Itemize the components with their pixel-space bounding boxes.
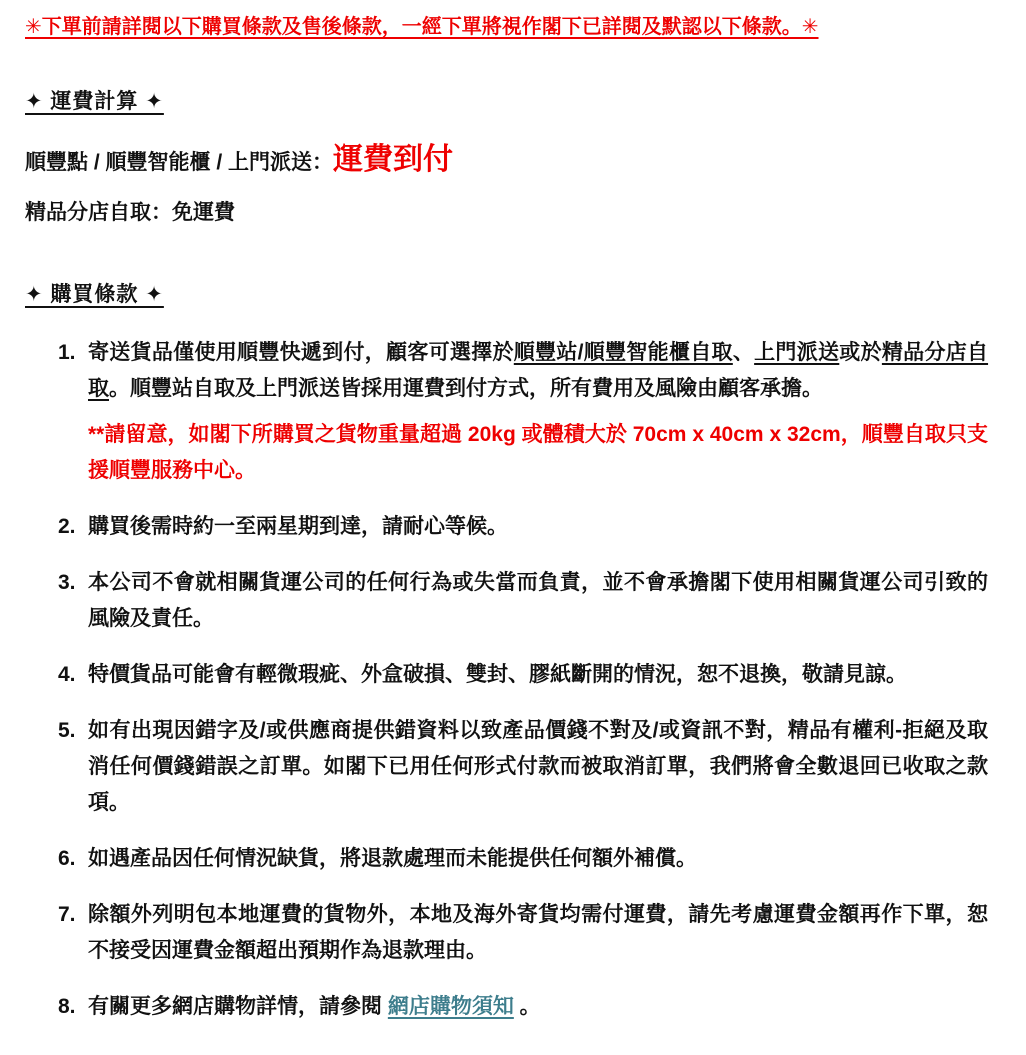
delivery-methods-label: 順豐點 / 順豐智能櫃 / 上門派送： [25, 151, 334, 174]
term-text [88, 509, 988, 545]
term-segment: 上門派送 [754, 341, 840, 364]
term-number: 5. [58, 719, 76, 742]
term-segment: 特價貨品可能會有輕微瑕疵、外盒破損、雙封、膠紙斷開的情況，恕不退換，敬請見諒。 [88, 663, 907, 686]
term-segment: 、 [732, 341, 755, 364]
term-content [88, 713, 988, 821]
term-segment: 如遇產品因任何情況缺貨，將退款處理而未能提供任何額外補償。 [88, 847, 697, 870]
term-segment: 或於 [839, 341, 882, 364]
term-content [88, 657, 988, 693]
term-item [58, 565, 988, 637]
term-number: 7. [58, 903, 76, 926]
term-text [88, 897, 988, 969]
term-item [58, 335, 988, 489]
purchase-terms-heading [25, 281, 988, 309]
term-content [88, 989, 988, 1025]
term-item [58, 841, 988, 877]
term-segment: 除額外列明包本地運費的貨物外，本地及海外寄貨均需付運費，請先考慮運費金額再作下單，恕不接受因運費金額超出預期作為退款理由。 [88, 903, 988, 962]
store-pickup-line: 精品分店自取：免運費 [25, 201, 235, 224]
delivery-fee-line [25, 140, 988, 183]
shipping-heading-text: ✦ 運費計算 ✦ [25, 90, 164, 113]
term-segment: 有關更多網店購物詳情，請參閱 [88, 995, 388, 1018]
term-segment: 。 [513, 995, 541, 1018]
store-shopping-guide-link[interactable]: 網店購物須知 [387, 995, 514, 1018]
term-text [88, 989, 988, 1025]
terms-heading-text: ✦ 購買條款 ✦ [25, 283, 164, 306]
term-text [88, 841, 988, 877]
shipping-section-heading [25, 88, 988, 116]
term-segment: 購買後需時約一至兩星期到達，請耐心等候。 [88, 515, 508, 538]
term-text [88, 657, 988, 693]
term-text [88, 565, 988, 637]
term-content [88, 841, 988, 877]
term-segment: 順豐站/順豐智能櫃自取 [513, 341, 733, 364]
term-segment: 寄送貨品僅使用順豐快遞到付，顧客可選擇於 [88, 341, 514, 364]
term-segment: 本公司不會就相關貨運公司的任何行為或失當而負責，並不會承擔閣下使用相關貨運公司引致的風險及責任。 [88, 571, 988, 630]
term-segment: 。順豐站自取及上門派送皆採用運費到付方式，所有費用及風險由顧客承擔。 [109, 377, 823, 400]
pre-order-notice: ✳下單前請詳閱以下購買條款及售後條款，一經下單將視作閣下已詳閱及默認以下條款。✳ [25, 16, 819, 38]
term-number: 4. [58, 663, 76, 686]
term-number: 3. [58, 571, 76, 594]
freight-collect-value: 運費到付 [333, 143, 454, 176]
term-content [88, 335, 988, 489]
term-content [88, 897, 988, 969]
term-segment: 如有出現因錯字及/或供應商提供錯資料以致產品價錢不對及/或資訊不對，精品有權利-拒絕及取消任何價錢錯誤之訂單。如閣下已用任何形式付款而被取消訂單，我們將會全數退回已收取之款項。 [88, 719, 988, 814]
term-text [88, 335, 988, 407]
term-item [58, 713, 988, 821]
terms-list [25, 335, 988, 1025]
term-number: 6. [58, 847, 76, 870]
term-item [58, 657, 988, 693]
term-number: 1. [58, 341, 76, 364]
term-number: 2. [58, 515, 76, 538]
term-item [58, 897, 988, 969]
term-item [58, 989, 988, 1025]
weight-limit-note: **請留意，如閣下所購買之貨物重量超過 20kg 或體積大於 70cm x 40cm x 32cm，順豐自取只支援順豐服務中心。 [88, 423, 988, 482]
term-number: 8. [58, 995, 76, 1018]
term-text [88, 713, 988, 821]
term-segment: 精品分店自取 [88, 341, 989, 400]
term-content [88, 509, 988, 545]
term-content [88, 565, 988, 637]
term-item [58, 509, 988, 545]
